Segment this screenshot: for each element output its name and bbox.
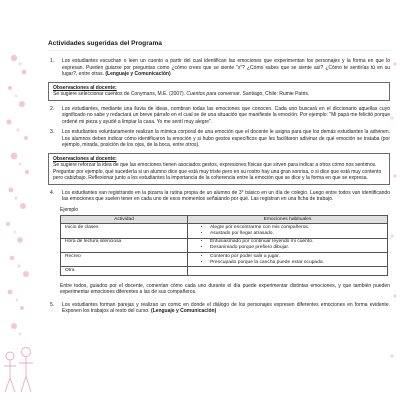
item-number: 3. bbox=[50, 129, 55, 135]
activity-cell: Inicio de clases bbox=[61, 224, 188, 238]
activity-item-4 bbox=[48, 190, 390, 203]
subject-tag: (Lenguaje y Comunicación) bbox=[105, 71, 171, 77]
item-text: Los estudiantes forman parejas y realizan un comic en donde el diálogo de los personajes expresen diferentes emociones en forma evidente. Exponen los trabajos al resto del curso. (Lenguaje y Comunicación) bbox=[62, 301, 390, 315]
activity-item-1 bbox=[48, 58, 390, 78]
activity-item-2 bbox=[48, 106, 390, 126]
emotion-item: • Preocupado porque la cancha puede estar ocupada. bbox=[210, 260, 383, 266]
item-text: Los estudiantes voluntariamente realizan la mímica corporal de una emoción que el docente le asigna para que los demás estudiantes la adivinen. Los alumnos deben indicar cómo identificaron la emoción y si hubo gestos específicos que les facilitaron adivinar de qué emoción se trataba (por ejemplo, mirada, posición de los ojos, de la boca, entre otros). bbox=[62, 129, 390, 148]
activity-cell: Hora de lectura silenciosa bbox=[61, 238, 188, 252]
table-header-row bbox=[61, 216, 388, 224]
item-number: 2. bbox=[50, 105, 55, 112]
observation-text: Se sugiere seleccionar cuentos de Conymans, M.E. (2007). Cuentos para conversar. Santiago, Chile: Rumie Patris. bbox=[53, 91, 310, 97]
table-row bbox=[61, 238, 388, 252]
figures-illustration bbox=[4, 348, 33, 393]
book-title: Cuentos para conversar bbox=[186, 91, 240, 97]
emotions-cell bbox=[188, 253, 388, 267]
table-row bbox=[61, 224, 388, 238]
observation-text: Se sugiere reforzar la idea de que las emociones tienen asociados gestos, expresiones físicas que sirven para indicar a otros cómo nos sentimos. Preguntar por ejemplo, qué sucedería si un alumno dice que está muy triste pero en su rostro hay una gran sonrisa, o si dice que está muy contento pero cabizbajo. Reflexionar junto a los estudiantes la importancia de la coherencia entre la emoción que se dice y la forma en que se expresa. bbox=[53, 162, 382, 181]
teacher-observation-box bbox=[48, 82, 390, 101]
item-number: 4. bbox=[50, 189, 55, 196]
subject-tag: (Lenguaje y Comunicación) bbox=[150, 308, 217, 315]
emotion-item: • Alegre por encontrarme con mis compañeros. bbox=[210, 225, 383, 231]
emotions-table bbox=[60, 215, 388, 276]
item-number: 5. bbox=[50, 301, 55, 308]
activity-item-3 bbox=[48, 129, 390, 149]
table-row bbox=[61, 253, 388, 267]
item-text: Los estudiantes, mediante una lluvia de ideas, nombran todas las emociones que conocen. Cada uno buscará en el diccionario aquellas cuyo significado no sabe y redactará un breve párrafo en el cual se de una situación que manifieste la emoción. Por ejemplo: "Mi papá me felicitó porque ordené mi pieza y ayudé a limpiar la casa. Yo me sentí muy alegre". bbox=[62, 105, 390, 125]
closing-paragraph: Entre todos, guiados por el docente, comentan cómo cada uno durante el día puede experimentar distintas emociones, y que también pueden experimentar emociones diferentes a las de sus compañeros. bbox=[60, 282, 390, 296]
table-row bbox=[61, 267, 388, 275]
emotion-item: • Entusiasmado por continuar leyendo mi cuento. bbox=[210, 239, 383, 245]
teacher-observation-box bbox=[48, 153, 390, 185]
emotions-cell bbox=[188, 267, 388, 275]
column-header: Emociones habituales bbox=[188, 216, 388, 224]
activity-cell: Recreo bbox=[61, 253, 188, 267]
observation-heading: Observaciones al docente: bbox=[53, 155, 117, 162]
emotion-item: • Asustado por llegar atrasado. bbox=[210, 231, 383, 237]
emotion-item: • Desanimado porque prefiero dibujar. bbox=[210, 245, 383, 251]
item-text: Los estudiantes escuchan o leen un cuento a partir del cual identifican las emociones que experimentan los personajes y la forma en que lo expresan. Pueden guiarse por preguntas como ¿cómo crees que se siente "x"? ¿Cómo sabes que se siente así? ¿Cómo te sentirías tú en su lugar?, entre otras. (Lenguaje y Comunicación) bbox=[62, 58, 390, 77]
page-title: Actividades sugeridas del Programa bbox=[48, 40, 390, 51]
column-header: Actividad bbox=[61, 216, 188, 224]
emotion-item: • Contento por poder salir a jugar. bbox=[210, 254, 383, 260]
decorative-border-left bbox=[0, 0, 40, 400]
example-label: Ejemplo bbox=[60, 206, 79, 213]
document-content bbox=[48, 40, 390, 319]
item-number: 1. bbox=[50, 58, 55, 64]
emotions-cell bbox=[188, 224, 388, 238]
item-text: Los estudiantes van registrando en la pizarra la rutina propia de un alumno de 3° básico en un día de colegio. Luego entre todos van identificando las emociones que suelen tener en cada uno de esos momentos señalando por qué. Las registran en una ficha de trabajo. bbox=[62, 189, 390, 202]
activity-cell: Otra bbox=[61, 267, 188, 275]
activity-item-5 bbox=[48, 302, 390, 315]
emotions-cell bbox=[188, 238, 388, 252]
observation-heading: Observaciones al docente: bbox=[53, 84, 117, 91]
